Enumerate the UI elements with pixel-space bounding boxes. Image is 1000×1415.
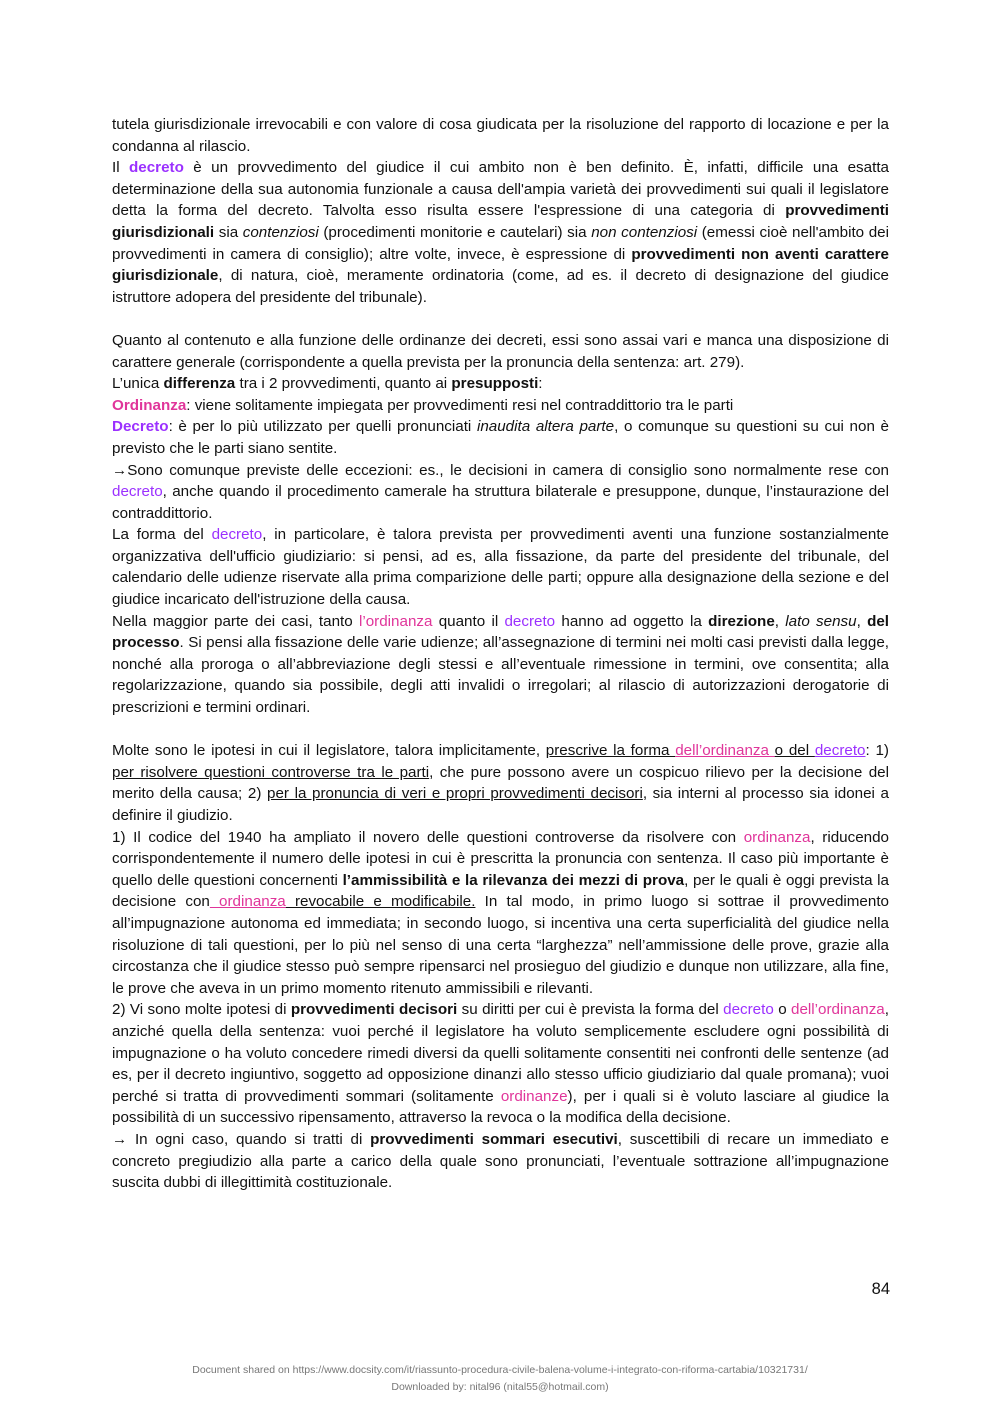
text-run: l’ammissibilità e la rilevanza dei mezzi di prova: [342, 871, 685, 889]
footer-downloaded-by: Downloaded by: nital96 (nital55@hotmail.com): [391, 1381, 609, 1393]
text-run: : 1): [865, 742, 889, 760]
text-run: lato sensu: [785, 612, 857, 630]
text-run: decreto: [504, 612, 556, 630]
text-run: , di natura, cioè, meramente ordinatoria (come, ad es. il decreto di designazione del giudice istruttore adopera del presidente del tribunale).: [112, 267, 889, 306]
paragraph: [112, 740, 889, 826]
text-run: tutela giurisdizionale irrevocabili e con valore di cosa giudicata per la risoluzione del rapporto di locazione e per la condanna al rilascio.: [112, 116, 889, 155]
text-run: (procedimenti monitorie e cautelari) sia: [318, 223, 592, 241]
paragraph: [112, 611, 889, 719]
text-run: presupposti: [451, 375, 539, 393]
text-run: ), per i quali si è voluto lasciare al giudice la possibilità di un successivo ripensamento, attraverso la revoca o la modifica della decisione.: [112, 1087, 889, 1127]
paragraph: [112, 157, 889, 308]
text-run: decreto: [129, 159, 184, 177]
paragraph: [112, 524, 889, 610]
paragraph: [112, 330, 889, 373]
document-body: [112, 114, 889, 1194]
text-run: ordinanza: [209, 893, 286, 911]
text-run: dell’ordinanza: [675, 742, 775, 760]
paragraph: [112, 416, 889, 459]
text-run: provvedimenti non aventi carattere giurisdizionale: [112, 245, 890, 285]
text-run: l’ordinanza: [358, 612, 433, 630]
text-run: ordinanze: [500, 1087, 568, 1105]
paragraph: [112, 395, 889, 417]
text-run: →Sono comunque previste delle eccezioni: es., le decisioni in camera di consiglio sono normalmente rese con: [112, 461, 889, 479]
text-run: 2) Vi sono molte ipotesi di: [112, 1001, 291, 1019]
text-run: ,: [774, 612, 786, 630]
paragraph: [112, 373, 889, 395]
text-run: , sia interni al processo sia idonei a definire il giudizio.: [112, 785, 889, 824]
text-run: decreto: [814, 742, 866, 760]
text-run: decreto: [723, 1001, 774, 1019]
text-run: contenziosi: [242, 223, 319, 241]
text-run: ordinanza: [743, 828, 811, 846]
paragraph: [112, 827, 889, 1000]
text-run: del processo: [112, 612, 890, 652]
text-run: ,: [856, 612, 868, 630]
text-run: inaudita altera parte: [476, 418, 615, 436]
paragraph: [112, 1129, 889, 1194]
text-run: direzione: [708, 612, 775, 630]
text-run: o del: [774, 742, 815, 760]
text-run: non contenziosi: [591, 223, 698, 241]
paragraph: [112, 114, 889, 157]
text-run: :: [538, 375, 543, 393]
footer-shared-url: Document shared on https://www.docsity.com/it/riassunto-procedura-civile-balena-volume-i-integrato-con-riforma-cartabia/10321731/: [192, 1364, 808, 1376]
text-run: . Si pensi alla fissazione delle varie udienze; all’assegnazione di termini nei molti casi previsti dalla legge, nonché alla proroga o all’abbreviazione degli stessi e all’eventuale rimessione in termini, ove consentita; alla regolarizzazione, quando sia possibile, degli atti invalidi o irregolari; al rilascio di autorizzazioni derogatorie di prescrizioni e termini ordinari.: [112, 634, 889, 717]
paragraph: [112, 999, 889, 1129]
text-run: provvedimenti decisori: [290, 1001, 458, 1019]
text-run: La forma del: [112, 526, 212, 544]
text-run: (emessi cioè nell'ambito dei provvedimenti in camera di consiglio); altre volte, invece, è espressione di: [112, 223, 889, 263]
text-run: o: [773, 1001, 792, 1019]
text-run: , in particolare, è talora prevista per provvedimenti aventi una funzione sostanzialmente organizzativa dell'ufficio giudiziario: si pensi, ad es, alla fissazione, da parte del presidente del tribunale, del calendario delle udienze riservate alla prima comparizione delle parti; oppure alla designazione della sezione e del giudice incaricato dell'istruzione della causa.: [112, 526, 889, 609]
text-run: , suscettibili di recare un immediato e concreto pregiudizio alla parte a carico della quale sono pronunciati, l’eventuale sottrazione all’impugnazione suscita dubbi di illegittimità costituzionale.: [112, 1130, 889, 1192]
text-run: per la pronuncia di veri e propri provvedimenti decisori: [267, 785, 643, 803]
text-run: In tal modo, in primo luogo si sottrae il provvedimento all’impugnazione autonoma ed immediata; in secondo luogo, si incentiva una certa superficialità del giudice nella risoluzione di tali questioni, per lo più nel senso di una certa “larghezza” nell’ammissione delle prove, grazie alla circostanza che il giudice stesso può sempre ripensarci nel prosieguo del giudizio e dunque non utilizzare, alla fine, le prove che aveva in un primo momento ritenuto ammissibili e rilevanti.: [112, 893, 889, 997]
text-run: per risolvere questioni controverse tra le parti: [112, 763, 430, 781]
text-run: , per le quali è oggi prevista la decisione con: [112, 871, 889, 911]
paragraph-gap: [112, 719, 889, 741]
text-run: hanno ad oggetto la: [555, 612, 709, 630]
text-run: Ordinanza: [112, 396, 187, 414]
text-run: , anche quando il procedimento camerale ha struttura bilaterale e presuppone, dunque, l’instaurazione del contraddittorio.: [112, 483, 889, 522]
text-run: , riducendo corrispondentemente il numero delle ipotesi in cui è prescritta la pronuncia con sentenza. Il caso più importante è quello delle questioni concernenti: [112, 828, 889, 889]
text-run: differenza: [163, 375, 236, 393]
text-run: revocabile e modificabile.: [285, 893, 476, 911]
text-run: quanto il: [432, 612, 505, 630]
text-run: prescrive la forma: [545, 742, 676, 760]
text-run: : viene solitamente impiegata per provvedimenti resi nel contraddittorio tra le parti: [186, 396, 734, 414]
text-run: : è per lo più utilizzato per quelli pronunciati: [168, 418, 477, 436]
text-run: , o comunque su questioni su cui non è previsto che le parti siano sentite.: [112, 418, 889, 457]
text-run: Nella maggior parte dei casi, tanto: [112, 612, 359, 630]
text-run: Il: [112, 159, 130, 177]
text-run: provvedimenti giurisdizionali: [112, 202, 889, 241]
text-run: decreto: [112, 483, 163, 501]
text-run: L’unica: [112, 375, 164, 393]
text-run: Quanto al contenuto e alla funzione delle ordinanze dei decreti, essi sono assai vari e manca una disposizione di carattere generale (corrispondente a quella prevista per la pronuncia della sentenza: art. 279).: [112, 331, 889, 371]
page-number: 84: [871, 1280, 890, 1298]
text-run: 1) Il codice del 1940 ha ampliato il novero delle questioni controverse da risolvere con: [112, 828, 744, 846]
text-run: dell’ordinanza: [791, 1001, 885, 1019]
text-run: provvedimenti sommari esecutivi: [370, 1130, 618, 1148]
text-run: → In ogni caso, quando si tratti di: [112, 1130, 371, 1148]
text-run: su diritti per cui è prevista la forma del: [457, 1001, 724, 1019]
text-run: tra i 2 provvedimenti, quanto ai: [235, 375, 452, 393]
text-run: Decreto: [112, 418, 169, 436]
text-run: sia: [214, 223, 243, 241]
text-run: , che pure possono avere un cospicuo rilievo per la decisione del merito della causa; 2): [112, 763, 889, 803]
text-run: decreto: [211, 526, 263, 544]
text-run: è un provvedimento del giudice il cui ambito non è ben definito. È, infatti, difficile una esatta determinazione della sua autonomia funzionale a causa dell'ampia varietà dei provvedimenti sui quali il legislatore detta la forma del decreto. Talvolta esso risulta essere l'espressione di una categoria di: [112, 159, 889, 220]
text-run: , anziché quella della sentenza: vuoi perché il legislatore ha voluto semplicemente escludere ogni possibilità di impugnazione o ha voluto concedere rimedi diversi da quelli solitamente consentiti nei confronti delle sentenze (ad es, per il decreto ingiuntivo, soggetto ad opposizione dinanzi allo stesso ufficio giudiziario dal quale promana); vuoi perché si tratta di provvedimenti sommari (solitamente: [112, 1001, 889, 1105]
text-run: Molte sono le ipotesi in cui il legislatore, talora implicitamente,: [112, 742, 546, 760]
paragraph-gap: [112, 308, 889, 330]
paragraph: [112, 460, 889, 525]
